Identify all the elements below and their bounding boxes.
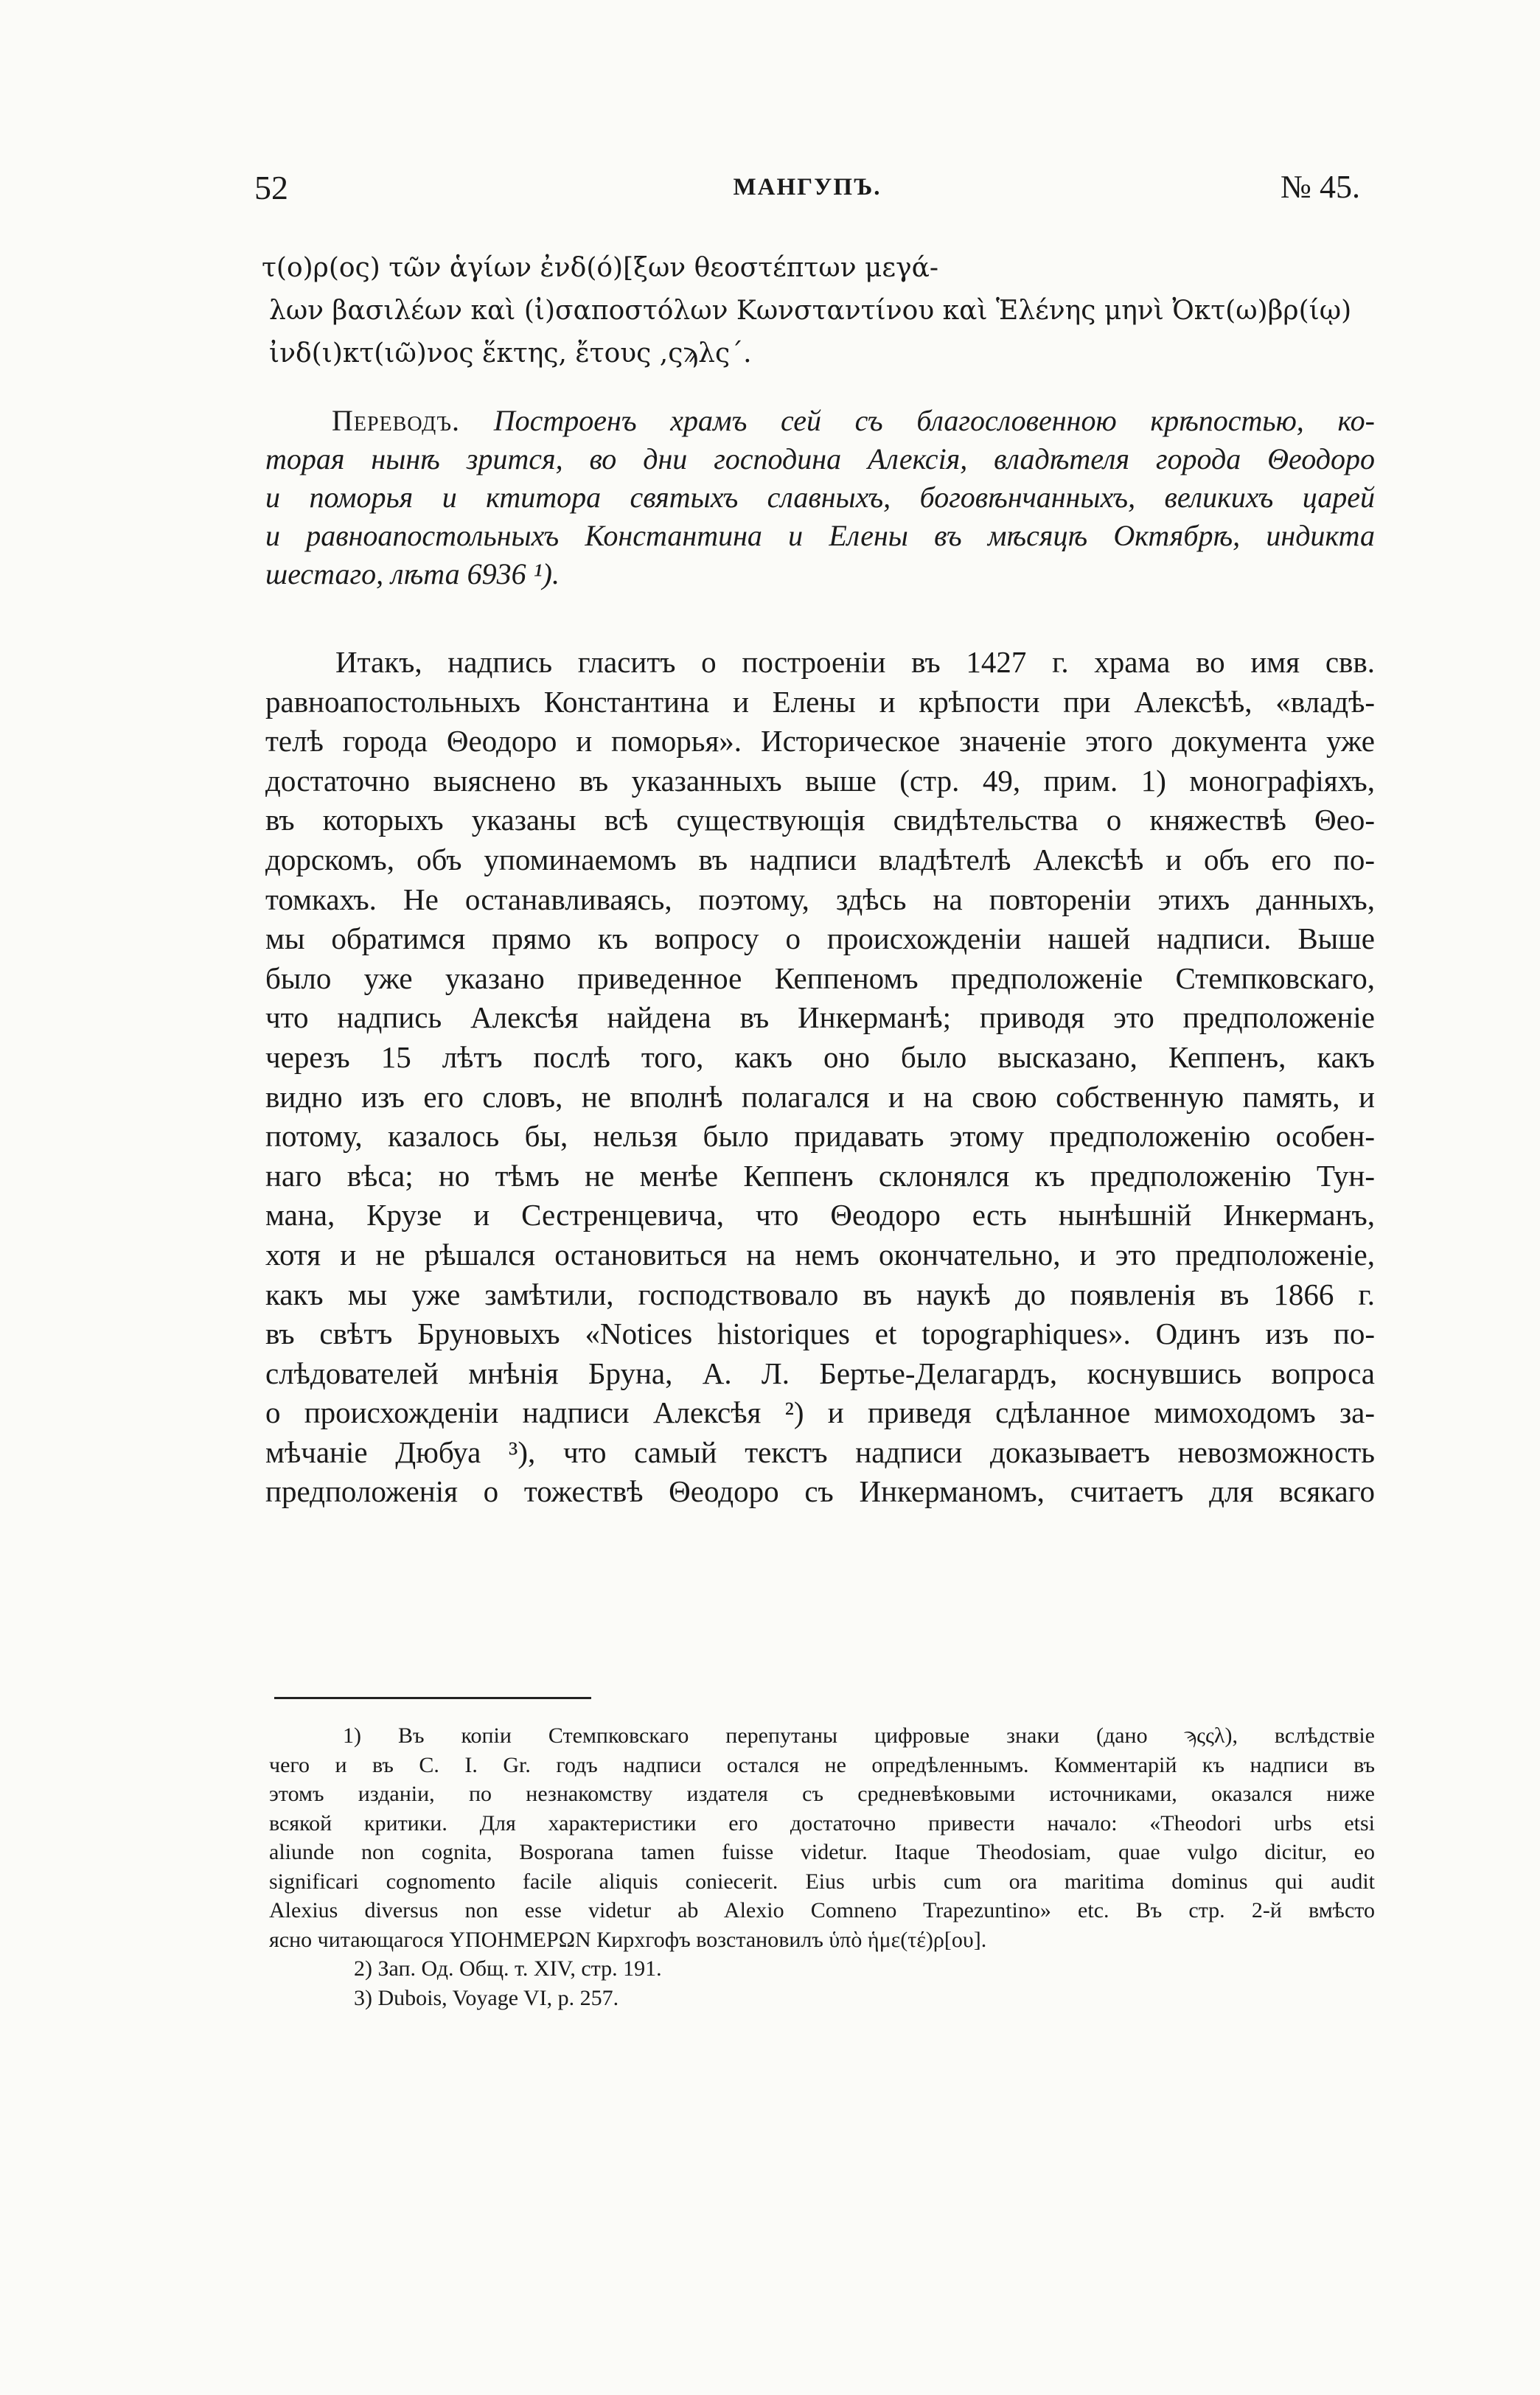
greek-line: λων βασιλέων καὶ (ἰ)σαποστόλων Κωνσταντίνου καὶ Ἑλένης μηνὶ Ὀκτ(ω)βρ(ίῳ) — [269, 296, 1352, 326]
body-line: телѣ города Θеодоро и поморья». Историческое значеніе этого документа уже — [265, 724, 1375, 759]
footnote-line: чего и въ C. I. Gr. годъ надписи остался не опредѣленнымъ. Комментарій къ надписи въ — [269, 1752, 1375, 1777]
body-line: черезъ 15 лѣтъ послѣ того, какъ оно было высказано, Кеппенъ, какъ — [265, 1039, 1375, 1074]
body-line: было уже указано приведенное Кеппеномъ предположеніе Стемпковскаго, — [265, 961, 1375, 995]
translation-line — [265, 440, 1375, 478]
page-header — [254, 168, 1360, 220]
main-paragraph — [265, 643, 1375, 1512]
body-line: въ которыхъ указаны всѣ существующія свидѣтельства о княжествѣ Θео- — [265, 803, 1375, 837]
footnote-line: ясно читающагося ΥΠΟΗΜΕΡΩΝ Кирхгофъ возстановилъ ὑπὸ ἡμε(τέ)ρ[ου]. — [269, 1927, 987, 1952]
body-line: слѣдователей мнѣнія Бруна, А. Л. Бертье-Делагардъ, коснувшись вопроса — [265, 1356, 1375, 1390]
body-line: мѣчаніе Дюбуа ³), что самый текстъ надписи доказываетъ невозможность — [265, 1434, 1375, 1469]
footnotes — [269, 1721, 1375, 2012]
page-number: 52 — [254, 169, 288, 206]
body-line: видно изъ его словъ, не вполнѣ полагался и на свою собственную память, и — [265, 1079, 1375, 1114]
body-line: Итакъ, надпись гласитъ о построеніи въ 1427 г. храма во имя свв. — [335, 645, 1375, 679]
greek-line: τ(ο)ρ(ος) τῶν ἁγίων ἐνδ(ό)[ξων θεοστέπτων μεγά- — [262, 253, 939, 283]
translation-text: торая нынѣ зрится, во дни господина Алексія, владѣтеля города Θеодоро — [265, 442, 1375, 475]
footnote-2: 2) Зап. Од. Общ. т. XIV, стр. 191. — [354, 1956, 662, 1981]
running-title: МАНГУПЪ. — [733, 174, 882, 201]
translation-text: и равноапостольныхъ Константина и Елены въ мѣсяцѣ Октябрѣ, индикта — [265, 519, 1375, 552]
body-line: мана, Крузе и Сестренцевича, что Θеодоро есть нынѣшній Инкерманъ, — [265, 1198, 1375, 1233]
document-number: № 45. — [1281, 169, 1360, 205]
translation-line — [265, 478, 1375, 517]
body-line: о происхожденіи надписи Алексѣя ²) и приведя сдѣланное мимоходомъ за- — [265, 1395, 1375, 1430]
translation-line — [265, 517, 1375, 555]
body-line: наго вѣса; но тѣмъ не менѣе Кеппенъ склонялся къ предположенію Тун- — [265, 1158, 1375, 1193]
body-line: дорскомъ, объ упоминаемомъ въ надписи владѣтелѣ Алексѣѣ и объ его по- — [265, 842, 1375, 876]
footnote-divider — [274, 1697, 591, 1699]
translation-text: и поморья и ктитора святыхъ славныхъ, боговѣнчанныхъ, великихъ царей — [265, 481, 1375, 514]
translation-line — [265, 402, 1375, 440]
body-line: что надпись Алексѣя найдена въ Инкерманѣ; приводя это предположеніе — [265, 1000, 1375, 1035]
translation-text: шестаго, лѣта 6936 ¹). — [265, 557, 560, 590]
footnote-line: всякой критики. Для характеристики его достаточно привести начало: «Theodori urbs etsi — [269, 1810, 1375, 1836]
footnote-line: Alexius diversus non esse videtur ab Alexio Comneno Trapezuntino» etc. Въ стр. 2-й вмѣсто — [269, 1898, 1375, 1922]
greek-line: ἰνδ(ι)κτ(ιῶ)νος ἕκτης, ἔτους ,ςϡλς΄. — [269, 338, 752, 369]
footnote-line: этомъ изданіи, по незнакомству издателя съ средневѣковыми источниками, оказался ниже — [269, 1782, 1375, 1806]
body-line: какъ мы уже замѣтили, господствовало въ наукѣ до появленія въ 1866 г. — [265, 1277, 1375, 1311]
translation-text: Построенъ храмъ сей съ благословенною крѣпостью, ко- — [493, 404, 1375, 437]
body-line: достаточно выяснено въ указанныхъ выше (стр. 49, прим. 1) монографіяхъ, — [265, 763, 1375, 798]
body-line: предположенія о тожествѣ Θеодоро съ Инкерманомъ, считаетъ для всякаго — [265, 1474, 1375, 1509]
footnote-line: aliunde non cognita, Bosporana tamen fuisse videtur. Itaque Theodosiam, quae vulgo dicitur, eo — [269, 1840, 1375, 1864]
body-line: равноапостольныхъ Константина и Елены и крѣпости при Алексѣѣ, «владѣ- — [265, 684, 1375, 719]
footnote-line: significari cognomento facile aliquis coniecerit. Eius urbis cum ora maritima dominus qui audit — [269, 1869, 1375, 1894]
greek-inscription — [262, 247, 1375, 375]
body-line: потому, казалось бы, нельзя было придавать этому предположенію особен- — [265, 1119, 1375, 1154]
translation-paragraph — [265, 402, 1375, 593]
body-line: хотя и не рѣшался остановиться на немъ окончательно, и это предположеніе, — [265, 1237, 1375, 1272]
body-line: томкахъ. Не останавливаясь, поэтому, здѣсь на повтореніи этихъ данныхъ, — [265, 882, 1375, 916]
footnote-3: 3) Dubois, Voyage VI, p. 257. — [354, 1985, 619, 2010]
translation-line — [265, 555, 1375, 593]
footnote-line: 1) Въ копіи Стемпковскаго перепутаны цифровые знаки (дано ϡςςλ), вслѣдствіе — [343, 1723, 1375, 1748]
translation-lead: Переводъ. — [332, 404, 461, 437]
body-line: мы обратимся прямо къ вопросу о происхожденіи нашей надписи. Выше — [265, 921, 1375, 956]
body-line: въ свѣтъ Бруновыхъ «Notices historiques et topographiques». Одинъ изъ по- — [265, 1317, 1375, 1351]
